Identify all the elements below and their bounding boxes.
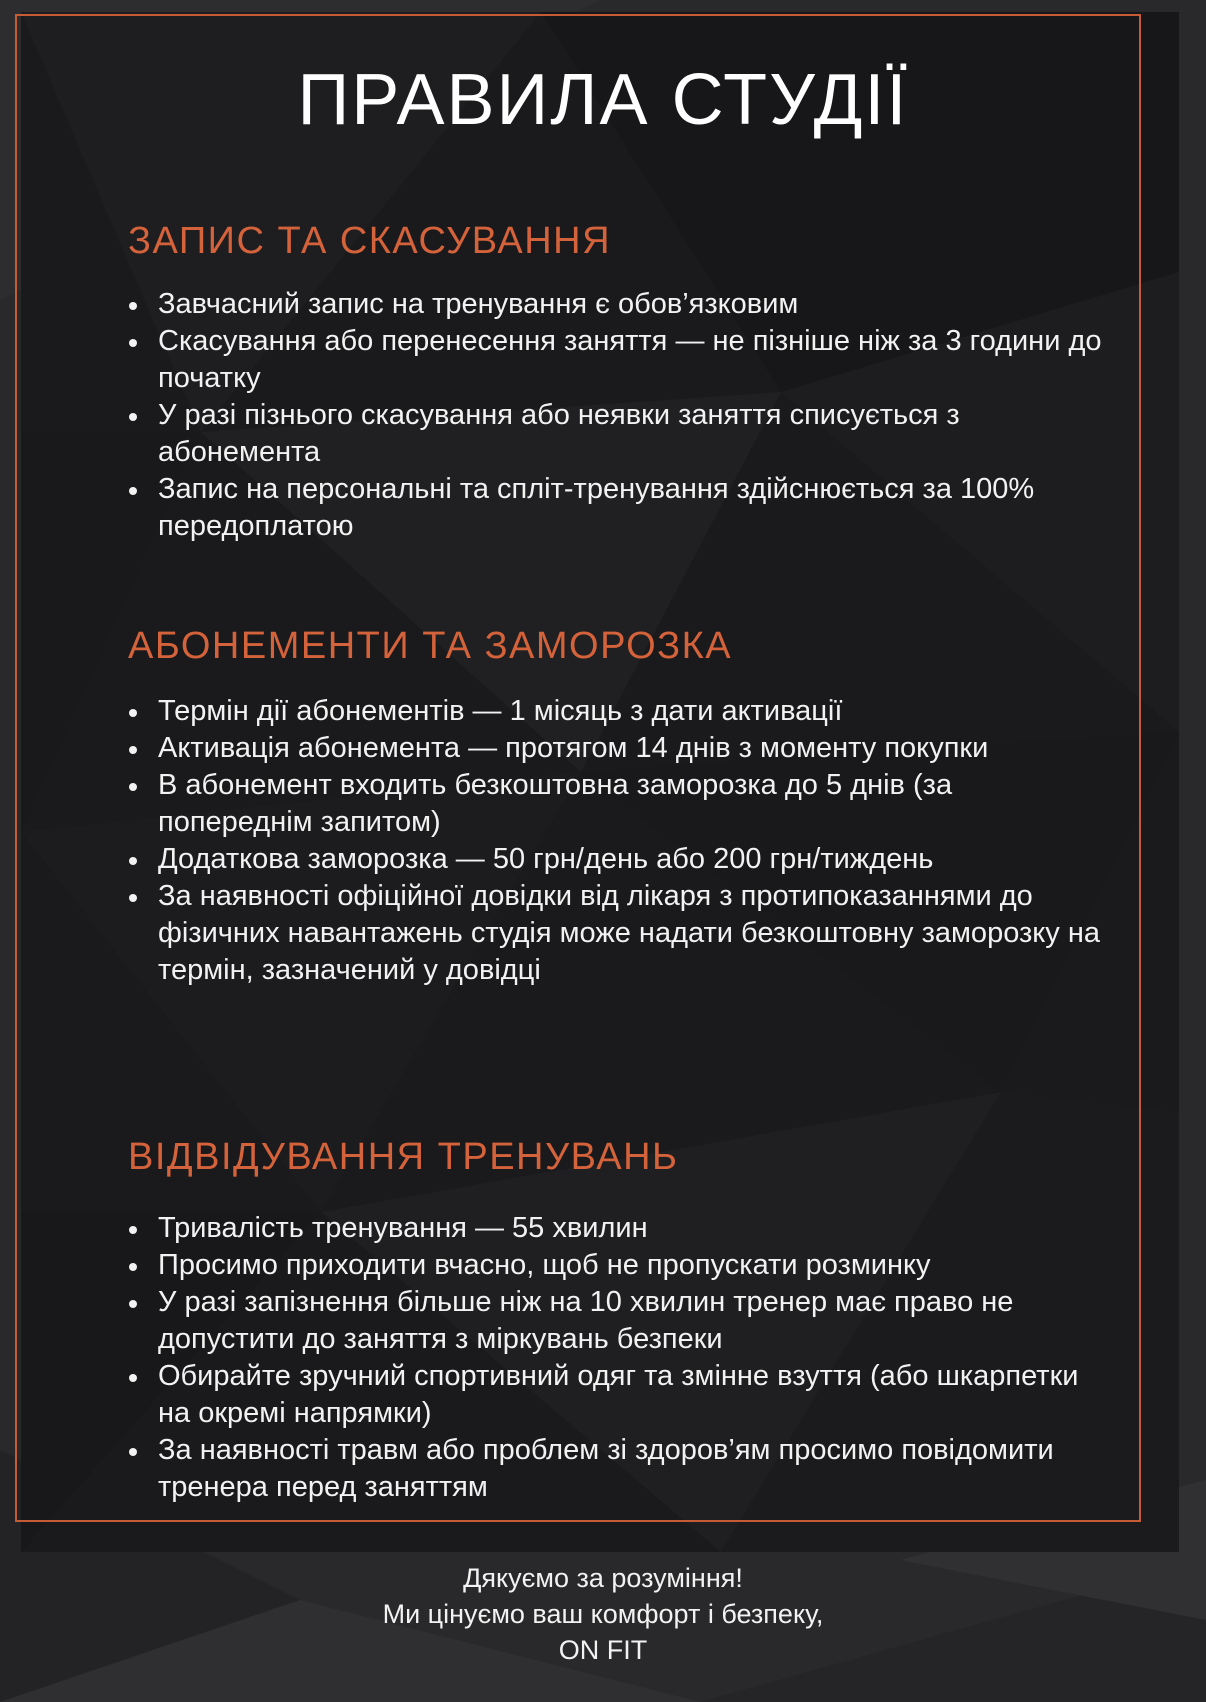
list-item: Запис на персональні та спліт-тренування здійснюється за 100% передоплатою bbox=[128, 471, 1108, 545]
list-item: Обирайте зручний спортивний одяг та змінне взуття (або шкарпетки на окремі напрямки) bbox=[128, 1358, 1108, 1432]
section-heading: ЗАПИС ТА СКАСУВАННЯ bbox=[128, 220, 612, 262]
list-item: Тривалість тренування — 55 хвилин bbox=[128, 1210, 1108, 1247]
list-item: Активація абонемента — протягом 14 днів з моменту покупки bbox=[128, 730, 1108, 767]
list-item: У разі запізнення більше ніж на 10 хвилин тренер має право не допустити до заняття з міркувань безпеки bbox=[128, 1284, 1108, 1358]
list-item: Скасування або перенесення заняття — не пізніше ніж за 3 години до початку bbox=[128, 323, 1108, 397]
list-item: Термін дії абонементів — 1 місяць з дати активації bbox=[128, 693, 1108, 730]
footer-message bbox=[0, 1560, 1206, 1668]
rules-list bbox=[128, 1210, 1108, 1506]
section-memberships-freeze bbox=[128, 627, 1108, 989]
footer-appreciation: Ми цінуємо ваш комфорт і безпеку, bbox=[382, 1599, 824, 1629]
list-item: В абонемент входить безкоштовна заморозка до 5 днів (за попереднім запитом) bbox=[128, 767, 1108, 841]
section-heading: ВІДВІДУВАННЯ ТРЕНУВАНЬ bbox=[128, 1136, 679, 1178]
rules-list bbox=[128, 286, 1108, 545]
list-item: Завчасний запис на тренування є обов’язковим bbox=[128, 286, 1108, 323]
list-item: За наявності офіційної довідки від лікаря з протипоказаннями до фізичних навантажень студія може надати безкоштовну заморозку на термін, зазначений у довідці bbox=[128, 878, 1108, 989]
rules-list bbox=[128, 693, 1108, 989]
list-item: Додаткова заморозка — 50 грн/день або 200 грн/тиждень bbox=[128, 841, 1108, 878]
page-title: ПРАВИЛА СТУДІЇ bbox=[297, 60, 909, 140]
section-training-attendance bbox=[128, 1138, 1108, 1506]
list-item: За наявності травм або проблем зі здоров’ям просимо повідомити тренера перед заняттям bbox=[128, 1432, 1108, 1506]
list-item: Просимо приходити вчасно, щоб не пропускати розминку bbox=[128, 1247, 1108, 1284]
list-item: У разі пізнього скасування або неявки заняття списується з абонемента bbox=[128, 397, 1108, 471]
section-booking-cancellation bbox=[128, 222, 1108, 545]
footer-thanks: Дякуємо за розуміння! bbox=[463, 1563, 743, 1593]
section-heading: АБОНЕМЕНТИ ТА ЗАМОРОЗКА bbox=[128, 625, 733, 667]
footer-brand: ON FIT bbox=[558, 1635, 648, 1665]
